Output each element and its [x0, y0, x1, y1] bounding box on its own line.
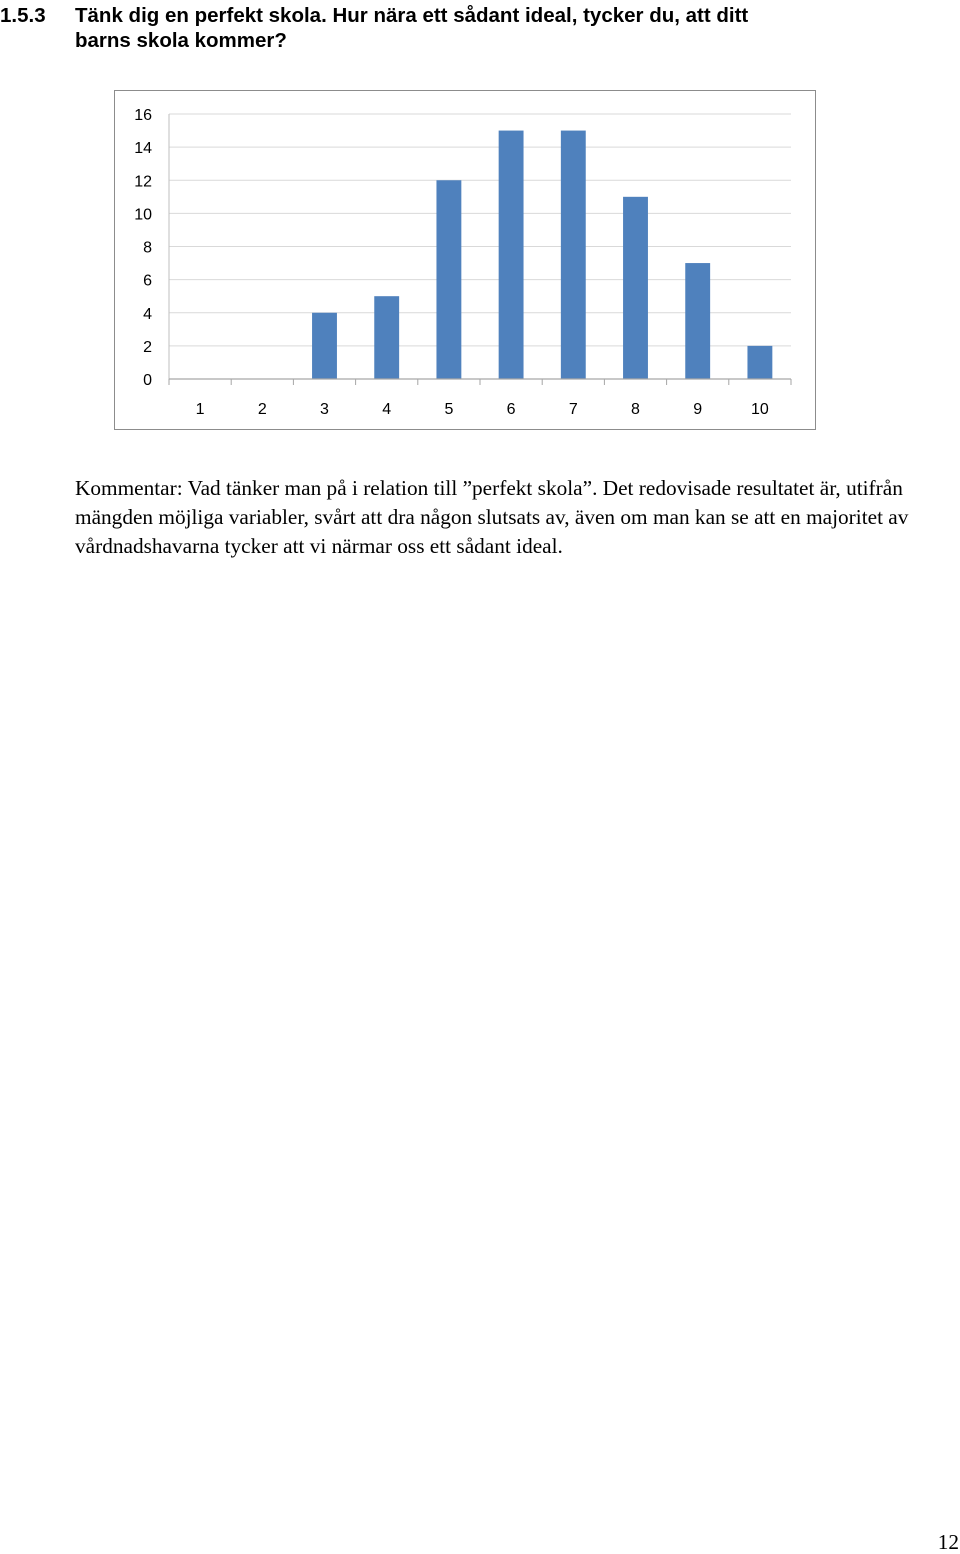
y-tick-label: 12: [134, 173, 152, 191]
x-tick-label: 8: [631, 401, 640, 418]
y-tick-label: 0: [143, 372, 152, 389]
page-number: 12: [937, 1530, 959, 1554]
section-title-line-2: barns skola kommer?: [75, 29, 287, 52]
bar: [312, 313, 337, 379]
x-tick-label: 7: [568, 401, 578, 418]
bar: [561, 131, 586, 379]
bar-chart: [114, 90, 816, 430]
y-tick-label: 4: [143, 305, 152, 323]
x-tick-label: 5: [444, 401, 454, 418]
comment-paragraph: Kommentar: Vad tänker man på i relation till ”perfekt skola”. Det redovisade resultatet är, utifrån mängden möjliga variabler, svårt att dra någon slutsats av, även om man kan se att en majoritet av vårdnadshavarna tycker att vi närmar oss ett sådant ideal.: [75, 476, 909, 558]
x-tick-label: 10: [751, 401, 769, 418]
x-tick-label: 9: [693, 401, 703, 418]
y-tick-label: 10: [134, 206, 152, 224]
x-tick-label: 2: [257, 401, 267, 418]
bar: [685, 263, 710, 379]
y-tick-label: 16: [134, 107, 152, 124]
bar: [499, 131, 524, 379]
y-tick-label: 8: [143, 239, 152, 257]
x-tick-label: 6: [506, 401, 516, 418]
section-title-line-1: Tänk dig en perfekt skola. Hur nära ett sådant ideal, tycker du, att ditt: [75, 4, 749, 27]
bar-chart-svg: [115, 91, 815, 429]
x-tick-label: 1: [195, 401, 205, 418]
bar: [623, 197, 648, 379]
bar: [374, 296, 399, 379]
x-tick-label: 4: [382, 401, 392, 418]
section-heading: [0, 3, 940, 53]
y-tick-label: 6: [143, 272, 152, 290]
y-tick-label: 2: [143, 338, 152, 356]
x-tick-label: 3: [320, 401, 329, 418]
section-number: 1.5.3: [0, 4, 46, 27]
y-tick-label: 14: [134, 140, 152, 158]
bar: [436, 180, 461, 379]
bar: [747, 346, 772, 379]
